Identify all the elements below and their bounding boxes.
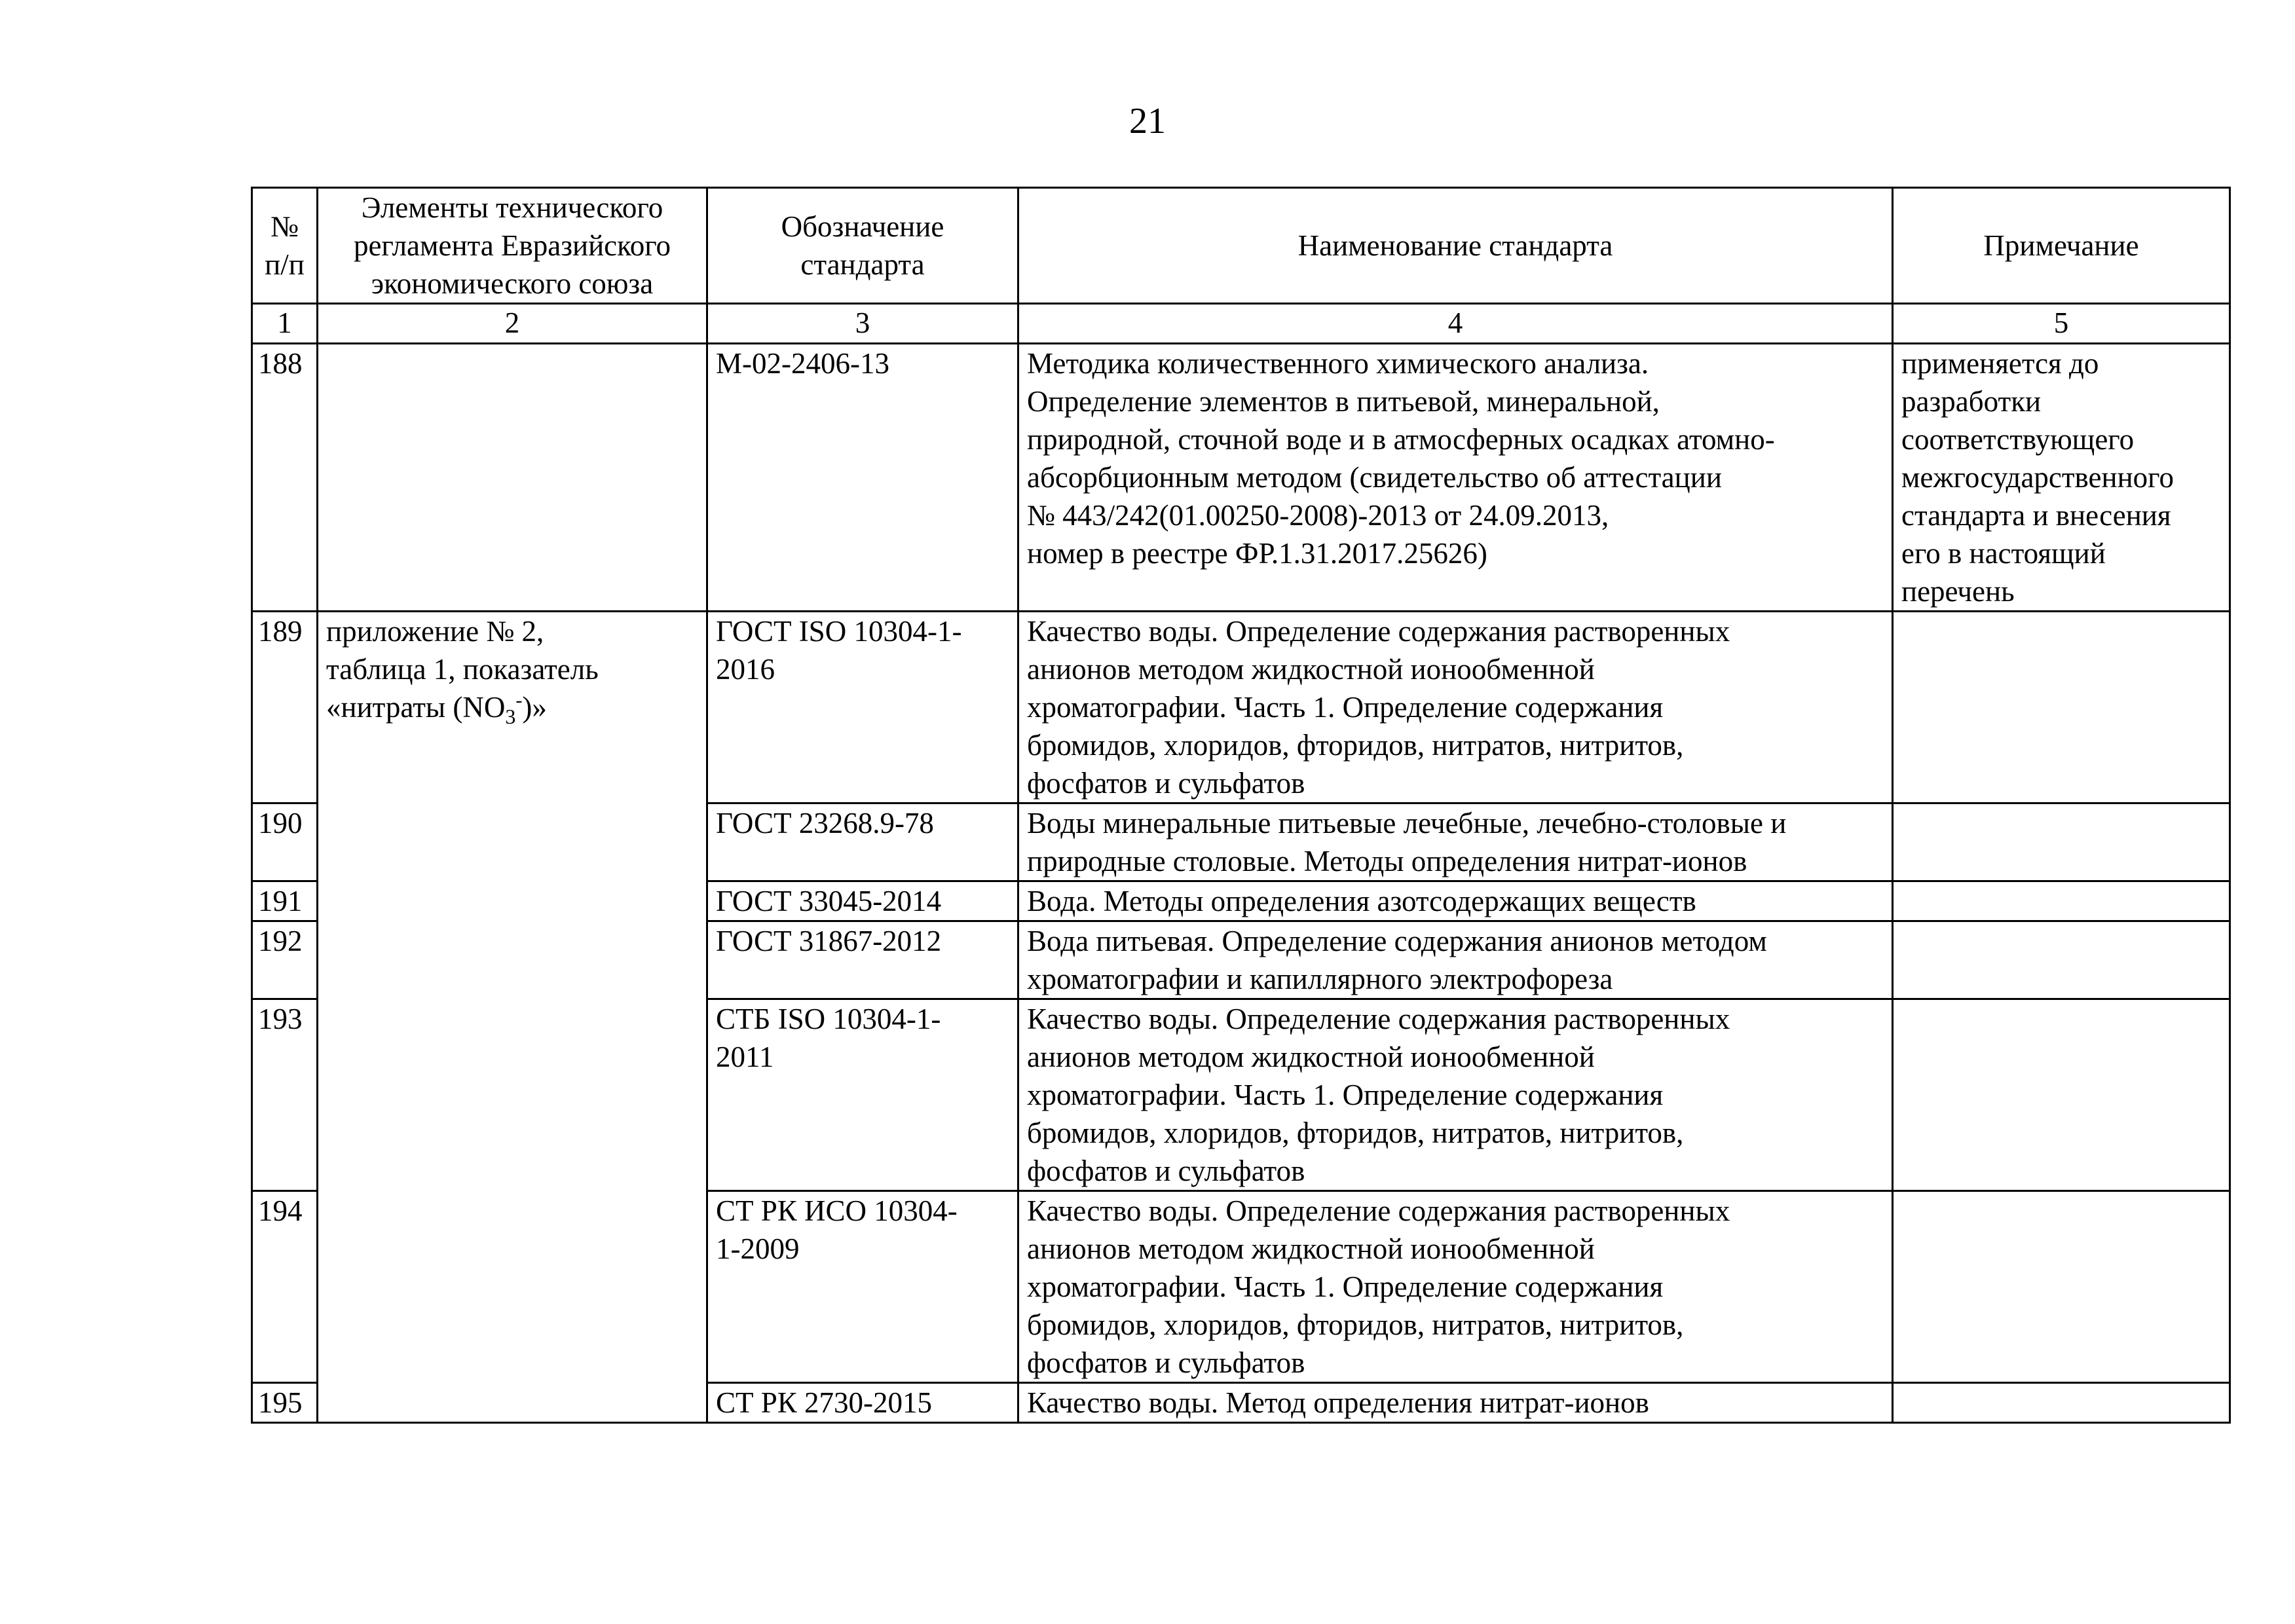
name-line: Определение элементов в питьевой, минеральной, bbox=[1027, 385, 1660, 418]
note-line: разработки bbox=[1901, 385, 2042, 418]
row-note bbox=[1893, 1191, 2230, 1383]
header-elements bbox=[318, 188, 707, 304]
table-row bbox=[252, 612, 2230, 803]
row-number: 194 bbox=[252, 1191, 318, 1383]
header-line: Обозначение bbox=[781, 210, 944, 243]
element-line: приложение № 2, bbox=[326, 615, 544, 648]
row-number: 195 bbox=[252, 1383, 318, 1423]
column-number: 5 bbox=[1893, 304, 2230, 344]
standards-table bbox=[251, 187, 2231, 1424]
header-line: № bbox=[271, 210, 299, 243]
header-line: Примечание bbox=[1983, 229, 2139, 262]
column-number: 3 bbox=[707, 304, 1018, 344]
name-line: Качество воды. Метод определения нитрат-ионов bbox=[1027, 1386, 1649, 1419]
designation-line: 2011 bbox=[716, 1041, 774, 1073]
name-line: фосфатов и сульфатов bbox=[1027, 1346, 1305, 1379]
name-line: хроматографии и капиллярного электрофореза bbox=[1027, 963, 1613, 995]
header-standard-name bbox=[1018, 188, 1893, 304]
element-text: «нитраты (NO bbox=[326, 691, 506, 724]
row-designation bbox=[707, 921, 1018, 999]
name-line: природные столовые. Методы определения нитрат-ионов bbox=[1027, 845, 1747, 877]
row-standard-name bbox=[1018, 921, 1893, 999]
row-standard-name bbox=[1018, 344, 1893, 612]
name-line: Качество воды. Определение содержания растворенных bbox=[1027, 615, 1730, 648]
name-line: анионов методом жидкостной ионообменной bbox=[1027, 1232, 1595, 1265]
designation-line: СТ РК ИСО 10304- bbox=[716, 1194, 958, 1227]
row-designation bbox=[707, 612, 1018, 803]
row-designation bbox=[707, 803, 1018, 881]
name-line: хроматографии. Часть 1. Определение содержания bbox=[1027, 691, 1664, 724]
element-text: )» bbox=[522, 691, 547, 724]
row-number: 188 bbox=[252, 344, 318, 612]
name-line: анионов методом жидкостной ионообменной bbox=[1027, 1041, 1595, 1073]
name-line: Вода. Методы определения азотсодержащих веществ bbox=[1027, 885, 1696, 917]
designation-line: ГОСТ 31867-2012 bbox=[716, 925, 942, 957]
name-line: анионов методом жидкостной ионообменной bbox=[1027, 653, 1595, 686]
name-line: хроматографии. Часть 1. Определение содержания bbox=[1027, 1079, 1664, 1111]
header-note bbox=[1893, 188, 2230, 304]
superscript: - bbox=[515, 690, 523, 711]
designation-line: ГОСТ 23268.9-78 bbox=[716, 807, 934, 840]
row-standard-name bbox=[1018, 1191, 1893, 1383]
column-number: 1 bbox=[252, 304, 318, 344]
element-line: таблица 1, показатель bbox=[326, 653, 599, 686]
row-number: 192 bbox=[252, 921, 318, 999]
name-line: Методика количественного химического анализа. bbox=[1027, 347, 1649, 380]
header-row bbox=[252, 188, 2230, 304]
column-number-row bbox=[252, 304, 2230, 344]
name-line: Качество воды. Определение содержания растворенных bbox=[1027, 1194, 1730, 1227]
row-standard-name bbox=[1018, 803, 1893, 881]
name-line: фосфатов и сульфатов bbox=[1027, 1154, 1305, 1187]
page-number: 21 bbox=[1129, 101, 1166, 141]
row-designation bbox=[707, 881, 1018, 921]
group-element bbox=[318, 612, 707, 1423]
note-line: его в настоящий bbox=[1901, 537, 2106, 570]
header-line: Наименование стандарта bbox=[1297, 229, 1613, 262]
header-designation bbox=[707, 188, 1018, 304]
row-standard-name bbox=[1018, 881, 1893, 921]
designation-line: 1-2009 bbox=[716, 1232, 800, 1265]
name-line: Качество воды. Определение содержания растворенных bbox=[1027, 1003, 1730, 1035]
row-number: 189 bbox=[252, 612, 318, 803]
row-standard-name bbox=[1018, 612, 1893, 803]
row-number: 190 bbox=[252, 803, 318, 881]
row-element bbox=[318, 344, 707, 612]
name-line: абсорбционным методом (свидетельство об аттестации bbox=[1027, 461, 1722, 494]
note-line: перечень bbox=[1901, 575, 2015, 608]
header-line: стандарта bbox=[800, 248, 925, 281]
table-row bbox=[252, 344, 2230, 612]
note-line: применяется до bbox=[1901, 347, 2099, 380]
row-note bbox=[1893, 803, 2230, 881]
row-note bbox=[1893, 881, 2230, 921]
note-line: соответствующего bbox=[1901, 423, 2135, 456]
row-note bbox=[1893, 612, 2230, 803]
header-line: регламента Евразийского bbox=[353, 229, 671, 262]
designation-line: СТБ ISO 10304-1- bbox=[716, 1003, 941, 1035]
row-note bbox=[1893, 921, 2230, 999]
row-designation bbox=[707, 1191, 1018, 1383]
note-line: межгосударственного bbox=[1901, 461, 2174, 494]
name-line: природной, сточной воде и в атмосферных осадках атомно- bbox=[1027, 423, 1775, 456]
row-standard-name bbox=[1018, 1383, 1893, 1423]
header-line: п/п bbox=[265, 248, 305, 281]
name-line: № 443/242(01.00250-2008)-2013 от 24.09.2013, bbox=[1027, 499, 1609, 532]
row-note bbox=[1893, 1383, 2230, 1423]
name-line: бромидов, хлоридов, фторидов, нитратов, нитритов, bbox=[1027, 1308, 1684, 1341]
row-designation bbox=[707, 344, 1018, 612]
row-standard-name bbox=[1018, 999, 1893, 1191]
designation-line: СТ РК 2730-2015 bbox=[716, 1386, 933, 1419]
element-line bbox=[326, 688, 698, 726]
name-line: Вода питьевая. Определение содержания анионов методом bbox=[1027, 925, 1767, 957]
designation-line: М-02-2406-13 bbox=[716, 347, 889, 380]
name-line: бромидов, хлоридов, фторидов, нитратов, нитритов, bbox=[1027, 729, 1684, 762]
row-designation bbox=[707, 1383, 1018, 1423]
name-line: бромидов, хлоридов, фторидов, нитратов, нитритов, bbox=[1027, 1116, 1684, 1149]
column-number: 2 bbox=[318, 304, 707, 344]
row-number: 191 bbox=[252, 881, 318, 921]
designation-line: ГОСТ 33045-2014 bbox=[716, 885, 942, 917]
name-line: Воды минеральные питьевые лечебные, лечебно-столовые и bbox=[1027, 807, 1787, 840]
name-line: номер в реестре ФР.1.31.2017.25626) bbox=[1027, 537, 1487, 570]
designation-line: 2016 bbox=[716, 653, 775, 686]
header-line: экономического союза bbox=[371, 267, 654, 300]
subscript: 3 bbox=[505, 705, 516, 728]
header-number bbox=[252, 188, 318, 304]
row-number: 193 bbox=[252, 999, 318, 1191]
name-line: хроматографии. Часть 1. Определение содержания bbox=[1027, 1270, 1664, 1303]
note-line: стандарта и внесения bbox=[1901, 499, 2171, 532]
row-note bbox=[1893, 999, 2230, 1191]
header-line: Элементы технического bbox=[361, 191, 663, 224]
name-line: фосфатов и сульфатов bbox=[1027, 767, 1305, 800]
designation-line: ГОСТ ISO 10304-1- bbox=[716, 615, 962, 648]
row-designation bbox=[707, 999, 1018, 1191]
column-number: 4 bbox=[1018, 304, 1893, 344]
row-note bbox=[1893, 344, 2230, 612]
